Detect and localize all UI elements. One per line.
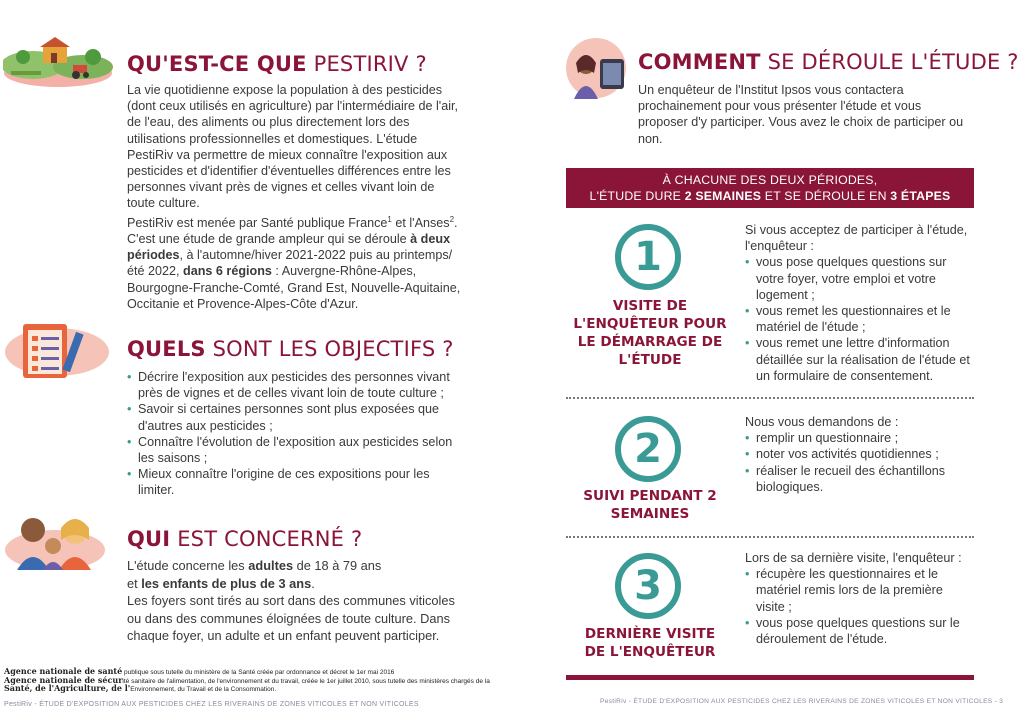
right-footer: PestiRiv - ÉTUDE D'EXPOSITION AUX PESTICIDES CHEZ LES RIVERAINS DE ZONES VITICOLES ET NON VITICOLES - 3 (600, 698, 1004, 705)
section-title-how (638, 50, 1019, 74)
title-light: EST CONCERNÉ ? (177, 527, 363, 551)
objective-item: • Décrire l'exposition aux pesticides des personnes vivant près de vignes et de celles vivant loin de toute culture ; (127, 369, 467, 401)
section-title-what (127, 52, 427, 76)
title-bold: QU'EST-CE QUE (127, 52, 307, 76)
step-divider (566, 536, 974, 538)
step-1-label: VISITE DE L'ENQUÊTEUR POUR LE DÉMARRAGE DE L'ÉTUDE (573, 298, 727, 368)
step-divider (566, 397, 974, 399)
objective-item: • Savoir si certaines personnes sont plus exposées que d'autres aux pesticides ; (127, 401, 467, 433)
legal-notes (4, 668, 490, 694)
banner-line-1: À CHACUNE DES DEUX PÉRIODES, (662, 173, 878, 187)
who-children: et les enfants de plus de 3 ans. (127, 575, 315, 591)
how-intro: Un enquêteur de l'Institut Ipsos vous contactera prochainement pour vous présenter l'étude et vous proposer d'y participer. Vous avez le choix de participer ou non. (638, 83, 964, 146)
checklist-icon (3, 318, 111, 382)
step-1-item: • vous remet les questionnaires et le matériel de l'étude ; (745, 303, 975, 335)
banner-line-2: L'ÉTUDE DURE 2 SEMAINES ET SE DÉROULE EN 3 ÉTAPES (589, 189, 951, 203)
who-body (127, 557, 467, 645)
title-light: PESTIRIV ? (313, 52, 427, 76)
objective-item: • Mieux connaître l'origine de ces expositions pour les limiter. (127, 466, 467, 498)
title-light: SONT LES OBJECTIFS ? (212, 337, 454, 361)
what-funders: PestiRiv est menée par Santé publique France$^1$ et l'Anses$^2$. (127, 214, 458, 230)
step-2-body (745, 414, 975, 495)
step-3-label: DERNIÈRE VISITE DE L'ENQUÊTEUR (584, 626, 716, 660)
farm-illustration-icon (3, 35, 113, 87)
section-title-objectives (127, 337, 454, 361)
left-footer: PestiRiv - ÉTUDE D'EXPOSITION AUX PESTICIDES CHEZ LES RIVERAINS DE ZONES VITICOLES ET NON VITICOLES (4, 701, 419, 708)
step-3-intro: Lors de sa dernière visite, l'enquêteur : (745, 551, 962, 565)
step-1-item: • vous remet une lettre d'information détaillée sur la réalisation de l'étude et un formulaire de consentement. (745, 335, 975, 384)
section-title-who (127, 527, 362, 551)
family-icon (3, 510, 107, 570)
step-2-item: • noter vos activités quotidiennes ; (745, 446, 975, 462)
title-bold: QUELS (127, 337, 206, 361)
who-paragraph: Les foyers sont tirés au sort dans des communes viticoles ou dans des communes éloignées de toute culture. Dans chaque foyer, un adulte et un enfant peuvent participer. (127, 593, 455, 644)
step-3-item: • vous pose quelques questions sur le déroulement de l'étude. (745, 615, 975, 647)
legal-line: Santé, de l'Agriculture, de l'Environnement, du Travail et de la Consommation. (4, 683, 277, 693)
step-2-intro: Nous vous demandons de : (745, 415, 899, 429)
title-bold: COMMENT (638, 50, 761, 74)
step-1-body (745, 222, 975, 384)
objectives-body (127, 369, 467, 499)
step-3-body (745, 550, 975, 647)
who-adults: L'étude concerne les adultes de 18 à 79 ans (127, 558, 382, 573)
title-light: SE DÉROULE L'ÉTUDE ? (767, 50, 1019, 74)
objective-item: • Connaître l'évolution de l'exposition aux pesticides selon les saisons ; (127, 434, 467, 466)
legal-line: Agence nationale de santé publique sous tutelle du ministère de la Santé créée par ordonnance et décret le 1er mai 2016 (4, 666, 395, 676)
periods-banner (566, 168, 974, 208)
step-1-item: • vous pose quelques questions sur votre foyer, votre emploi et votre logement ; (745, 254, 975, 303)
step-1-number: 1 (615, 224, 681, 290)
step-2-item: • réaliser le recueil des échantillons biologiques. (745, 463, 975, 495)
step-2-item: • remplir un questionnaire ; (745, 430, 975, 446)
legal-line: Agence nationale de sécurité sanitaire de l'alimentation, de l'environnement et du travail, créée le 1er juillet 2010, sous tutelle des ministères chargés de la (4, 674, 490, 685)
step-2-label: SUIVI PENDANT 2 SEMAINES (583, 488, 717, 522)
step-3-item: • récupère les questionnaires et le matériel remis lors de la première visite ; (745, 566, 975, 615)
what-paragraph: La vie quotidienne expose la population à des pesticides (dont ceux utilisés en agriculture) par l'intermédiaire de l'air, de l'eau, des aliments ou plus directement lors des utilisations professionnelles et domestiques. L'étude PestiRiv va permettre de mieux connaître l'exposition aux pesticides et d'identifier d'éventuelles différences entre les personnes vivant près de vignes et celles vivant loin de toute culture. (127, 83, 459, 211)
what-periods: C'est une étude de grande ampleur qui se déroule à deux périodes, à l'automne/hiver 2021-2022 puis au printemps/été 2022, dans 6 régions : Auvergne-Rhône-Alpes, Bourgogne-Franche-Comté, Grand Est, Nouvelle-Aquitaine, Occitanie et Provence-Alpes-Côte d'Azur. (127, 232, 461, 311)
what-body (127, 82, 465, 312)
step-2-number: 2 (615, 416, 681, 482)
step-3-number: 3 (615, 553, 681, 619)
title-bold: QUI (127, 527, 171, 551)
step-1-intro: Si vous acceptez de participer à l'étude, l'enquêteur : (745, 223, 968, 254)
bottom-rule (566, 675, 974, 680)
interviewer-icon (564, 37, 628, 99)
